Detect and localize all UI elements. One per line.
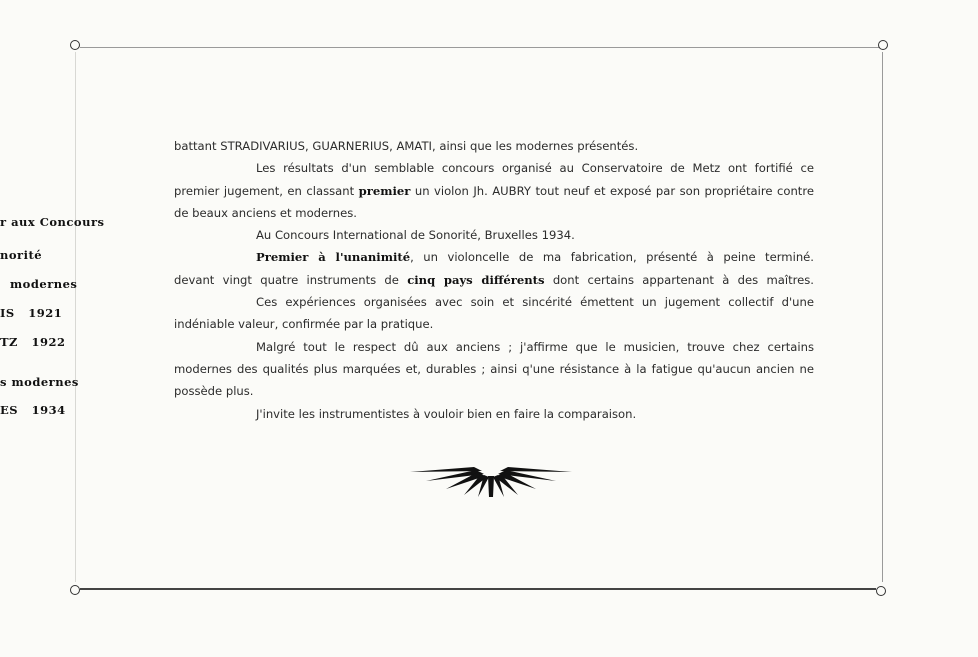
emphasis-unanimite: Premier à l'unanimité [256,250,411,265]
sidebar-line: IS 1921 [0,306,63,320]
text-run: Les résultats d'un semblable concours organisé au Conservatoire de Metz ont fortifié ce premier jugement, en classant [174,161,814,198]
paragraph-metz [174,157,814,224]
paragraph-invitation: J'invite les instrumentistes à vouloir bien en faire la comparaison. [256,406,637,421]
text-run: un violon Jh. AUBRY tout neuf et exposé par son propriétaire contre de beaux anciens et modernes. [174,183,814,220]
frame-top-line [80,47,882,48]
body-text [174,135,814,425]
sidebar-line: modernes [10,277,78,291]
text-run: dont certains appartenant à des maîtres. [544,272,814,287]
sidebar-line: norité [0,248,43,262]
text-run: devant vingt quatre instruments de [174,272,408,287]
sidebar-line: ES 1934 [0,403,66,417]
fan-ornament-icon [408,464,574,498]
frame-right-line [882,52,883,582]
corner-circle-top-left [70,40,80,50]
corner-circle-bottom-left [70,585,80,595]
sidebar-line: s modernes [0,375,79,389]
paragraph-intro: battant STRADIVARIUS, GUARNERIUS, AMATI, ainsi que les modernes présentés. [174,139,639,153]
sidebar-line: r aux Concours [0,215,105,229]
emphasis-premier: premier [358,183,411,198]
paragraph-experiences: Ces expériences organisées avec soin et sincérité émettent un jugement collectif d'une indéniable valeur, confirmée par la pratique. [174,295,814,332]
corner-circle-bottom-right [876,586,886,596]
frame-bottom-line [80,588,876,590]
paragraph-unanimite-2 [174,269,814,291]
frame-left-line [75,52,76,582]
text-run: , un violoncelle de ma fabrication, présenté à peine terminé. [410,250,814,265]
corner-circle-top-right [878,40,888,50]
paragraph-bruxelles: Au Concours International de Sonorité, Bruxelles 1934. [256,228,575,243]
paragraph-malgre: Malgré tout le respect dû aux anciens ; j'affirme que le musicien, trouve chez certains modernes des qualités plus marquées et, durables ; ainsi q'une résistance à la fatigue qu'aucun ancien ne possède plus. [174,339,814,399]
emphasis-cinq-pays: cinq pays différents [407,272,545,287]
sidebar-line: TZ 1922 [0,335,66,349]
paragraph-unanimite-1 [174,246,814,268]
